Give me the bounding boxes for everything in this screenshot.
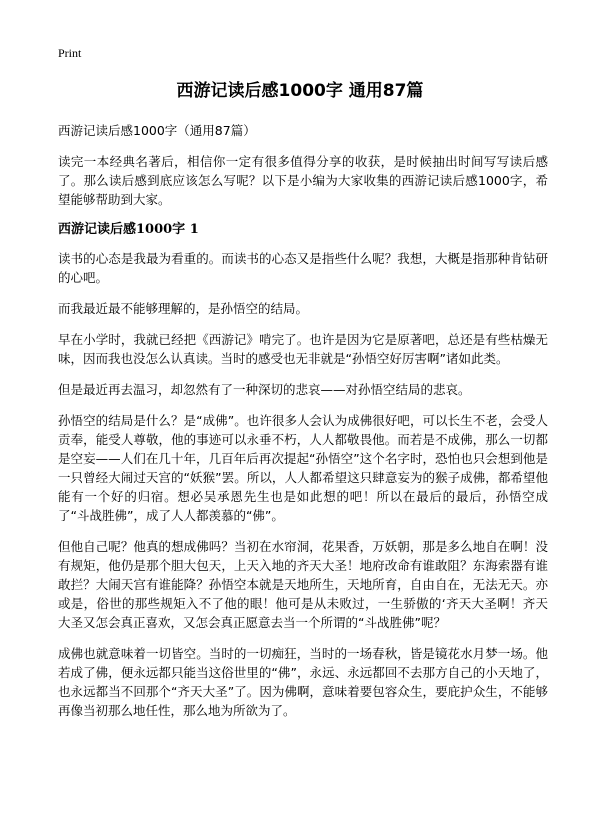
print-link[interactable]: Print bbox=[58, 46, 82, 60]
paragraph: 早在小学时，我就已经把《西游记》啃完了。也许是因为它是原著吧，总还是有些枯燥无味，因而我也没怎么认真读。当时的感受也无非就是“孙悟空好厉害啊”诸如此类。 bbox=[58, 332, 548, 366]
paragraph: 但是最近再去温习，却忽然有了一种深切的悲哀——对孙悟空结局的悲哀。 bbox=[58, 382, 471, 397]
paragraph: 而我最近最不能够理解的，是孙悟空的结局。 bbox=[58, 301, 309, 316]
paragraph: 但他自己呢？他真的想成佛吗？当初在水帘洞，花果香，万妖朝，那是多么地自在啊！没有规矩，他仍是那个胆大包天，上天入地的齐天大圣！地府改命有谁敢阻？东海索器有谁敢拦？大闹天宫有谁能降？孙悟空本就是天地所生，天地所育，自由自在，无法无天。亦或是，俗世的那些规矩入不了他的眼！他可是从未败过，一生骄傲的‘齐天大圣啊！齐天大圣又怎会真正喜欢，又怎会真正愿意去当一个所谓的“斗战胜佛”呢？ bbox=[58, 539, 548, 630]
paragraph: 成佛也就意味着一切皆空。当时的一切痴狂，当时的一场春秋，皆是镜花水月梦一场。他若成了佛，便永远都只能当这俗世里的“佛”，永远、永远都回不去那方自己的小天地了，也永远都当不回那个“齐天大圣”了。因为佛啊，意味着要包容众生，要庇护众生，不能够再像当初那么地任性，那么地为所欲为了。 bbox=[58, 646, 548, 718]
paragraph: 孙悟空的结局是什么？是“成佛”。也许很多人会认为成佛很好吧，可以长生不老，会受人贡奉，能受人尊敬，他的事迹可以永垂不朽，人人都敬畏他。而若是不成佛，那么一切都是空妄——人们在几十年，几百年后再次提起“孙悟空”这个名字时，恐怕也只会想到他是一只曾经大闹过天宫的“妖猴”罢。所以，人人都希望这只肆意妄为的猴子成佛，都希望他能有一个好的归宿。想必吴承恩先生也是如此想的吧！所以在最后的最后，孙悟空成了“斗战胜佛”，成了人人都羡慕的“佛”。 bbox=[58, 413, 548, 523]
article-subtitle: 西游记读后感1000字（通用87篇） bbox=[58, 123, 256, 138]
section-heading: 西游记读后感1000字 1 bbox=[58, 222, 199, 237]
article-body bbox=[58, 122, 548, 732]
page-title: 西游记读后感1000字 通用87篇 bbox=[176, 81, 424, 101]
intro-paragraph: 读完一本经典名著后，相信你一定有很多值得分享的收获，是时候抽出时间写写读后感了。那么读后感到底应该怎么写呢？以下是小编为大家收集的西游记读后感1000字，希望能够帮助到大家。 bbox=[58, 154, 548, 207]
paragraph: 读书的心态是我最为看重的。而读书的心态又是指些什么呢？我想，大概是指那种肯钻研的心吧。 bbox=[58, 251, 548, 285]
